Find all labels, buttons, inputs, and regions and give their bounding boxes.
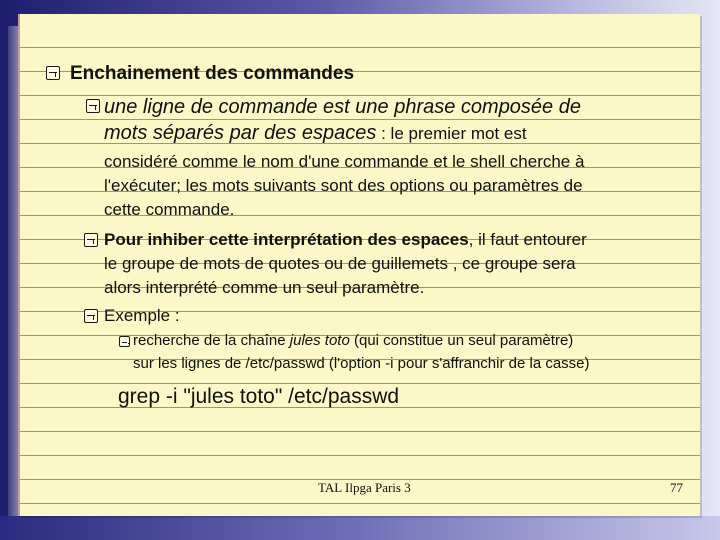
notepad-bullet-icon: [86, 99, 100, 113]
notepad-bullet-icon: [84, 233, 98, 247]
bullet1-line2-rest: : le premier mot est: [376, 124, 527, 143]
footer-text: TAL Ilpga Paris 3: [318, 480, 411, 495]
notepad-bullet-icon: [84, 309, 98, 323]
bullet1-line5: cette commande.: [104, 200, 235, 219]
bullet2-line3: alors interprété comme un seul paramètre.: [104, 278, 425, 297]
page-number: 77: [670, 480, 683, 495]
bullet1-line3: considéré comme le nom d'une commande et le shell cherche à: [104, 152, 585, 171]
bullet3-label: Exemple :: [104, 306, 180, 325]
slide-paper: [18, 14, 700, 516]
sub-line1-pre: recherche de la chaîne: [133, 332, 290, 349]
bullet1-line4: l'exécuter; les mots suivants sont des options ou paramètres de: [104, 176, 583, 195]
bullet1-emphasis: mots séparés par des espaces: [104, 122, 377, 144]
bullet2-line2: le groupe de mots de quotes ou de guillemets , ce groupe sera: [104, 254, 576, 273]
bullet1-line1: une ligne de commande est une phrase composée de: [104, 96, 581, 118]
bullet2-line1-rest: , il faut entourer: [468, 230, 587, 249]
sub-bullet-line1: [133, 332, 573, 349]
bottom-shade: [0, 516, 720, 540]
slide-heading: Enchainement des commandes: [70, 63, 355, 84]
sub-line1-italic: jules toto: [289, 332, 350, 349]
sub-line1-post: (qui constitue un seul paramètre): [349, 332, 574, 349]
bullet2-bold: Pour inhiber cette interprétation des espaces: [104, 230, 469, 249]
notepad-bullet-icon: [46, 66, 60, 80]
paper-shadow: [8, 26, 18, 516]
notepad-bullet-icon: [119, 336, 130, 347]
bullet2-line1: [104, 230, 587, 250]
command-example: grep -i "jules toto" /etc/passwd: [118, 385, 400, 408]
sub-bullet-line2: sur les lignes de /etc/passwd (l'option -i pour s'affranchir de la casse): [133, 355, 590, 372]
bullet1-line2: [104, 122, 527, 145]
